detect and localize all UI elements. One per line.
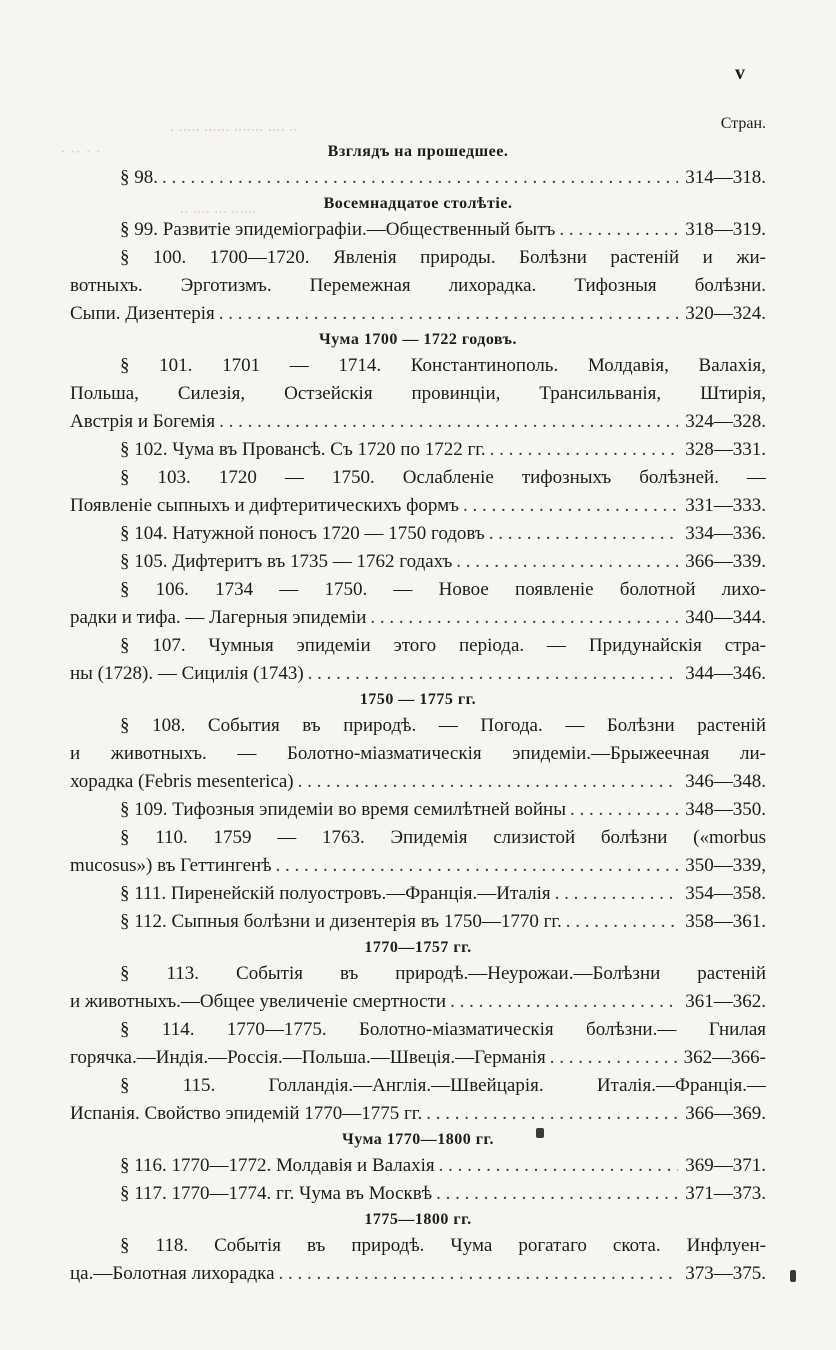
section-heading (70, 1208, 766, 1232)
section-heading (70, 936, 766, 960)
show-through-text: . ..... ...... ....... .... .. (170, 116, 298, 135)
entry-text: § 115. Голландія.—Англія.—Швейцарія. Италія.—Франція.— (120, 1075, 766, 1096)
toc-text-line (70, 244, 766, 272)
entry-title: Сыпи. Дизентерія (70, 303, 215, 324)
toc-text-line (70, 740, 766, 768)
entry-title: § 112. Сыпныя болѣзни и дизентерія въ 1750—1770 гг. (120, 911, 562, 932)
entry-text: § 101. 1701 — 1714. Константинополь. Молдавія, Валахія, (120, 355, 766, 376)
entry-page-range: 366—369. (685, 1103, 766, 1124)
entry-text: § 110. 1759 — 1763. Эпидемія слизистой болѣзни («morbus (120, 827, 766, 848)
dot-leader (489, 520, 678, 548)
section-heading (70, 192, 766, 216)
entry-title: § 111. Пиренейскій полуостровъ.—Франція.—Италія (120, 883, 551, 904)
entry-page-range: 348—350. (685, 799, 766, 820)
dot-leader (308, 660, 678, 688)
entry-page-range: 362—366- (683, 1047, 766, 1068)
entry-page-range: 354—358. (685, 883, 766, 904)
toc-entry (70, 660, 766, 688)
toc-text-line (70, 1232, 766, 1260)
section-heading (70, 688, 766, 712)
toc-entry (70, 492, 766, 520)
ink-blot (790, 1270, 796, 1282)
section-heading (70, 140, 766, 164)
dot-leader (555, 880, 678, 908)
dot-leader (570, 796, 678, 824)
toc-entry (70, 520, 766, 548)
dot-leader (490, 436, 678, 464)
entry-page-range: 328—331. (685, 439, 766, 460)
toc-entry (70, 852, 766, 880)
section-heading (70, 328, 766, 352)
toc-text-line (70, 824, 766, 852)
dot-leader (550, 1044, 678, 1072)
entry-title: горячка.—Индія.—Россія.—Польша.—Швеція.—Германія (70, 1047, 546, 1068)
toc-text-line (70, 380, 766, 408)
entry-page-range: 334—336. (685, 523, 766, 544)
entry-page-range: 318—319. (685, 219, 766, 240)
entry-title: § 105. Дифтеритъ въ 1735 — 1762 годахъ (120, 551, 453, 572)
toc-text-line (70, 272, 766, 300)
dot-leader (426, 1100, 678, 1128)
toc-text-line (70, 464, 766, 492)
dot-leader (439, 1152, 678, 1180)
entry-title: mucosus») въ Геттингенѣ (70, 855, 272, 876)
toc-text-line (70, 352, 766, 380)
section-heading-text: 1750 — 1775 гг. (359, 691, 477, 708)
dot-leader (450, 988, 678, 1016)
entry-text: § 100. 1700—1720. Явленія природы. Болѣзни растеній и жи- (120, 247, 766, 268)
entry-page-range: 340—344. (685, 607, 766, 628)
dot-leader (162, 164, 678, 192)
entry-text: § 113. Событія въ природѣ.—Неурожаи.—Болѣзни растеній (120, 963, 766, 984)
toc-entry (70, 988, 766, 1016)
table-of-contents (70, 140, 766, 1288)
entry-text: § 118. Событія въ природѣ. Чума рогатаго скота. Инфлуен- (120, 1235, 766, 1256)
dot-leader (436, 1180, 678, 1208)
entry-title: § 99. Развитіе эпидеміографіи.—Общественный бытъ (120, 219, 556, 240)
section-heading-text: Чума 1770—1800 гг. (341, 1131, 495, 1148)
toc-entry (70, 908, 766, 936)
entry-page-range: 320—324. (685, 303, 766, 324)
toc-entry (70, 1152, 766, 1180)
entry-title: ны (1728). — Сицилія (1743) (70, 663, 304, 684)
toc-text-line (70, 960, 766, 988)
dot-leader (298, 768, 678, 796)
toc-entry (70, 548, 766, 576)
toc-entry (70, 1180, 766, 1208)
entry-page-range: 366—339. (685, 551, 766, 572)
entry-title: § 98. (120, 167, 158, 188)
dot-leader (566, 908, 678, 936)
entry-page-range: 344—346. (685, 663, 766, 684)
entry-title: § 109. Тифозныя эпидеміи во время семилѣтней войны (120, 799, 566, 820)
toc-entry (70, 768, 766, 796)
entry-title: радки и тифа. — Лагерныя эпидеміи (70, 607, 367, 628)
entry-page-range: 373—375. (685, 1263, 766, 1284)
toc-entry (70, 1044, 766, 1072)
entry-title: § 102. Чума въ Провансѣ. Съ 1720 по 1722 гг. (120, 439, 486, 460)
section-heading-text: Восемнадцатое столѣтіе. (323, 195, 513, 212)
section-heading (70, 1128, 766, 1152)
entry-title: ца.—Болотная лихорадка (70, 1263, 275, 1284)
dot-leader (559, 216, 678, 244)
entry-page-range: 361—362. (685, 991, 766, 1012)
toc-entry (70, 300, 766, 328)
toc-entry (70, 164, 766, 192)
toc-entry (70, 880, 766, 908)
entry-text: § 114. 1770—1775. Болотно-міазматическія болѣзни.— Гнилая (120, 1019, 766, 1040)
dot-leader (276, 852, 678, 880)
show-through-text: · ·· · · (60, 142, 102, 161)
dot-leader (279, 1260, 678, 1288)
page-number: v (735, 62, 745, 84)
entry-text: Польша, Силезія, Остзейскія провинціи, Трансильванія, Штирія, (70, 383, 766, 404)
toc-entry (70, 796, 766, 824)
show-through-text: .. .... ... ...... (180, 198, 257, 217)
toc-text-line (70, 576, 766, 604)
ink-blot (536, 1128, 544, 1138)
entry-page-range: 369—371. (685, 1155, 766, 1176)
dot-leader (456, 548, 678, 576)
toc-text-line (70, 1016, 766, 1044)
section-heading-text: Взглядъ на прошедшее. (327, 143, 509, 160)
section-heading-text: Чума 1700 — 1722 годовъ. (319, 331, 517, 348)
entry-page-range: 331—333. (685, 495, 766, 516)
dot-leader (219, 408, 678, 436)
entry-title: хорадка (Febris mesenterica) (70, 771, 294, 792)
entry-text: вотныхъ. Эрготизмъ. Перемежная лихорадка. Тифозныя болѣзни. (70, 275, 766, 296)
toc-entry (70, 1100, 766, 1128)
entry-page-range: 324—328. (685, 411, 766, 432)
dot-leader (370, 604, 678, 632)
toc-entry (70, 436, 766, 464)
entry-page-range: 314—318. (685, 167, 766, 188)
section-heading-text: 1770—1757 гг. (364, 939, 472, 956)
toc-entry (70, 604, 766, 632)
section-heading-text: 1775—1800 гг. (364, 1211, 472, 1228)
entry-text: § 106. 1734 — 1750. — Новое появленіе болотной лихо- (120, 579, 766, 600)
entry-text: § 108. События въ природѣ. — Погода. — Болѣзни растеній (120, 715, 766, 736)
toc-text-line (70, 1072, 766, 1100)
page-column-label: Стран. (720, 115, 766, 132)
entry-title: Появленіе сыпныхъ и дифтеритическихъ формъ (70, 495, 459, 516)
entry-title: § 104. Натужной поносъ 1720 — 1750 годовъ (120, 523, 485, 544)
entry-text: § 103. 1720 — 1750. Ослабленіе тифозныхъ болѣзней. — (120, 467, 766, 488)
entry-page-range: 350—339, (685, 855, 766, 876)
entry-page-range: 371—373. (685, 1183, 766, 1204)
entry-title: Австрія и Богемія (70, 411, 216, 432)
entry-title: и животныхъ.—Общее увеличеніе смертности (70, 991, 447, 1012)
toc-entry (70, 1260, 766, 1288)
entry-title: § 117. 1770—1774. гг. Чума въ Москвѣ (120, 1183, 433, 1204)
toc-entry (70, 216, 766, 244)
entry-title: Испанія. Свойство эпидемій 1770—1775 гг. (70, 1103, 423, 1124)
entry-page-range: 346—348. (685, 771, 766, 792)
toc-entry (70, 408, 766, 436)
entry-title: § 116. 1770—1772. Молдавія и Валахія (120, 1155, 435, 1176)
entry-text: § 107. Чумныя эпидеміи этого періода. — Придунайскія стра- (120, 635, 766, 656)
toc-text-line (70, 632, 766, 660)
dot-leader (463, 492, 678, 520)
entry-page-range: 358—361. (685, 911, 766, 932)
entry-text: и животныхъ. — Болотно-міазматическія эпидеміи.—Брыжеечная ли- (70, 743, 766, 764)
toc-text-line (70, 712, 766, 740)
dot-leader (219, 300, 678, 328)
